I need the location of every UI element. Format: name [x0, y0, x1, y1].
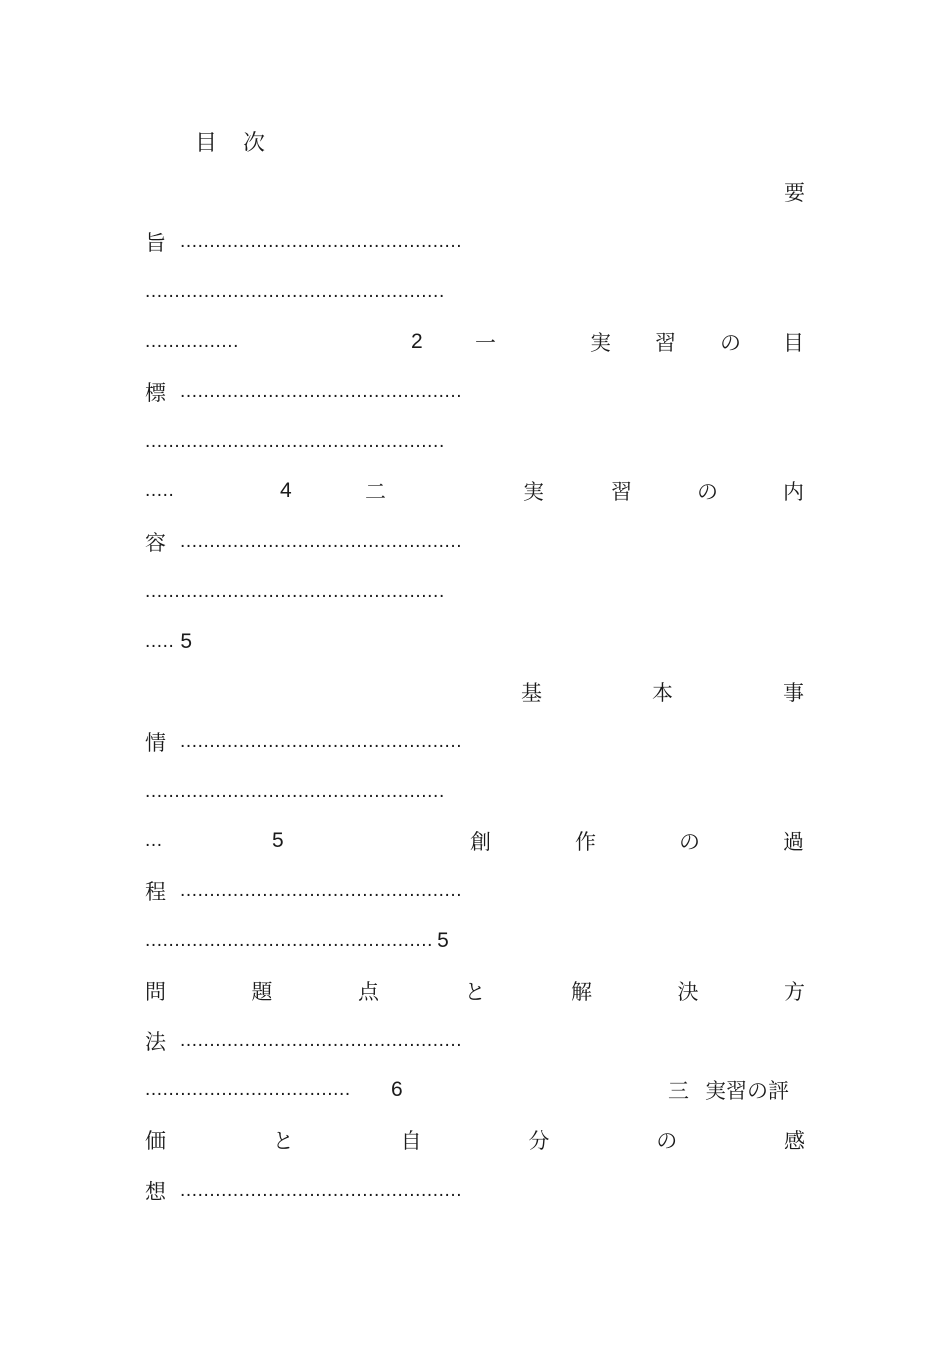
toc-line: [145, 1075, 805, 1105]
toc-leader-dots: ................................................: [180, 231, 463, 252]
toc-text: 過: [783, 830, 804, 854]
toc-page-number: 5: [180, 630, 193, 653]
toc-text: 容: [145, 531, 166, 555]
toc-page-number: 6: [391, 1078, 403, 1101]
toc-text: 分: [528, 1129, 550, 1153]
toc-line: [145, 777, 805, 807]
toc-text: の: [697, 480, 718, 504]
toc-leader-dots: ................................................: [180, 381, 463, 402]
toc-leader-dots: ................................................: [180, 531, 463, 552]
toc-text: の: [720, 331, 741, 355]
toc-line: [145, 527, 805, 557]
toc-text: 要: [784, 181, 805, 205]
toc-line: [145, 227, 805, 257]
toc-text: 情: [145, 731, 166, 755]
toc-text: と: [272, 1129, 294, 1153]
toc-text: 標: [145, 381, 166, 405]
toc-text: 創: [470, 830, 491, 854]
toc-line: [145, 976, 805, 1006]
toc-text: 三: [668, 1079, 689, 1103]
toc-text: 実: [590, 331, 611, 355]
toc-page-number: 4: [280, 479, 292, 502]
toc-line: [145, 627, 805, 657]
toc-line: [145, 826, 805, 856]
toc-text: 実習の評: [705, 1079, 789, 1103]
toc-text: 実: [523, 480, 544, 504]
toc-line: [145, 177, 805, 207]
toc-line: [145, 277, 805, 307]
toc-text: 想: [145, 1180, 166, 1204]
toc-line: [145, 1176, 805, 1206]
toc-line: [145, 1125, 805, 1155]
toc-line: [145, 1026, 805, 1056]
toc-text: 習: [655, 331, 676, 355]
toc-leader-dots: ...: [145, 830, 163, 851]
toc-line: [145, 427, 805, 457]
toc-text: 決: [677, 980, 699, 1004]
toc-line: [145, 926, 805, 956]
toc-leader-dots: ...................................: [145, 1079, 351, 1100]
toc-leader-dots: ...................................................: [145, 281, 445, 302]
toc-page-number: 5: [437, 929, 449, 952]
toc-text: 自: [400, 1129, 422, 1153]
toc-line: [145, 327, 805, 357]
toc-text: 内: [783, 480, 804, 504]
toc-text: 一: [475, 331, 496, 355]
toc-line: [145, 677, 805, 707]
toc-text: と: [464, 980, 486, 1004]
toc-text: 問: [145, 980, 166, 1004]
toc-leader-dots: .................................................: [145, 930, 434, 951]
toc-leader-dots: .....: [145, 631, 175, 652]
toc-leader-dots: ...................................................: [145, 431, 445, 452]
toc-text: 事: [783, 681, 804, 705]
toc-leader-dots: .....: [145, 480, 175, 501]
toc-text: 点: [358, 980, 379, 1004]
toc-text: 方: [784, 980, 805, 1004]
toc-text: 基: [521, 681, 542, 705]
toc-text: 感: [783, 1129, 805, 1153]
toc-leader-dots: ................................................: [180, 731, 463, 752]
toc-text: 題: [251, 980, 273, 1004]
toc-leader-dots: ...................................................: [145, 581, 445, 602]
toc-leader-dots: ................: [145, 331, 240, 352]
toc-leader-dots: ................................................: [180, 880, 463, 901]
toc-leader-dots: ................................................: [180, 1180, 463, 1201]
toc-text: 旨: [145, 231, 166, 255]
toc-leader-dots: ...................................................: [145, 781, 445, 802]
toc-heading-char: 次: [243, 131, 266, 156]
toc-line: [145, 476, 805, 506]
toc-text: 本: [652, 681, 673, 705]
toc-text: 習: [611, 480, 632, 504]
toc-text: 目: [783, 331, 804, 355]
toc-leader-dots: ................................................: [180, 1030, 463, 1051]
toc-text: 程: [145, 880, 166, 904]
toc-heading-char: 目: [195, 131, 218, 156]
toc-text: 価: [145, 1129, 166, 1153]
toc-heading: [195, 126, 291, 157]
toc-line: [145, 876, 805, 906]
toc-line: [145, 377, 805, 407]
toc-text: 解: [571, 980, 592, 1004]
toc-text: 二: [365, 480, 386, 504]
toc-text: 作: [575, 830, 596, 854]
toc-line: [145, 727, 805, 757]
toc-text: 法: [145, 1030, 166, 1054]
toc-text: の: [656, 1129, 678, 1153]
toc-line: [145, 577, 805, 607]
toc-page-number: 2: [411, 330, 423, 353]
toc-text: の: [679, 830, 700, 854]
toc-page-number: 5: [272, 829, 284, 852]
